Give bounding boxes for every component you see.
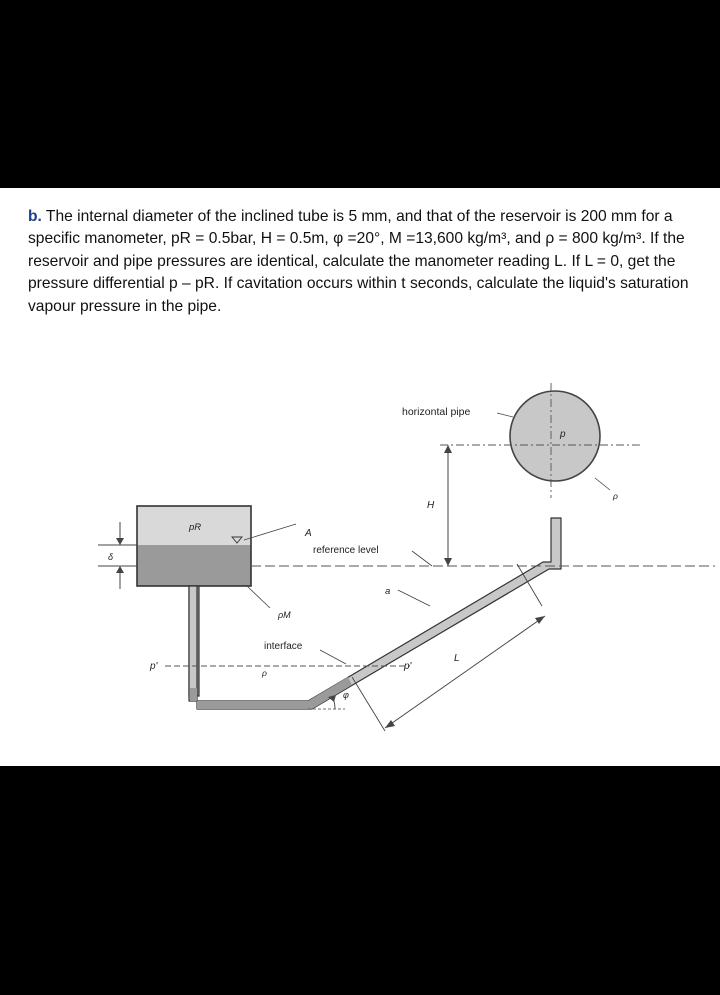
label-pR: pR (189, 522, 202, 533)
label-reference-level: reference level (313, 545, 379, 556)
label-phi: φ (343, 690, 349, 700)
label-rhoM: ρM (278, 610, 291, 620)
label-p-edge: ρ (613, 491, 618, 501)
label-a: a (385, 586, 391, 597)
leader-A (244, 524, 296, 540)
label-interface: interface (264, 641, 303, 652)
leader-interface (320, 650, 346, 664)
label-p-prime-right: p' (404, 661, 412, 672)
leader-a (398, 590, 430, 606)
H-arrowhead-top (444, 445, 452, 453)
leader-reference (412, 551, 432, 566)
label-delta: δ (108, 552, 114, 562)
horizontal-pipe-cross-section (510, 391, 600, 481)
delta-arrowhead-top (116, 538, 124, 545)
label-H: H (427, 500, 435, 511)
label-L: L (454, 653, 460, 664)
leader-p-edge (595, 478, 610, 490)
label-p-prime-left: p' (150, 661, 158, 672)
question-body: The internal diameter of the inclined tube is 5 mm, and that of the reservoir is 200 mm for a specific manometer, pR = 0.5bar, H = 0.5m, φ =20°, M =13,600 kg/m³, and ρ = 800 kg/m³. If the reservoir and pipe pressures are identical, calculate the manometer reading L. If L = 0, get the pressure differential p – pR. If cavitation occurs within t seconds, calculate the liquid's saturation vapour pressure in the pipe. (28, 208, 689, 315)
reservoir-liquid (137, 545, 251, 586)
label-rho-low: ρ (262, 668, 267, 678)
leader-horizontal-pipe (497, 413, 513, 417)
label-horizontal-pipe: horizontal pipe (402, 406, 471, 418)
label-p-pipe: p (560, 429, 566, 440)
L-arrowhead-top (535, 616, 545, 624)
manometric-liquid-column (190, 677, 352, 709)
H-arrowhead-bot (444, 558, 452, 566)
leader-rhoM (247, 586, 270, 608)
label-A: A (305, 528, 312, 539)
question-label: b. (28, 208, 42, 225)
question-card (0, 188, 720, 766)
L-ext-bot (352, 677, 385, 731)
delta-arrowhead-bot (116, 566, 124, 573)
L-arrowhead-bot (385, 720, 395, 728)
manometer-diagram (0, 188, 720, 766)
L-dim-line (385, 616, 545, 728)
